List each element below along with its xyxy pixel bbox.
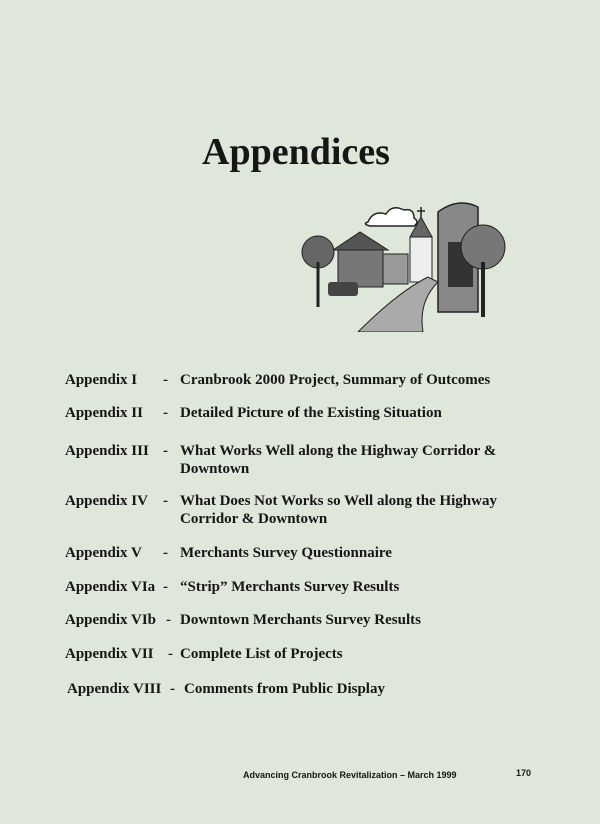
appendix-label: Appendix VII bbox=[65, 646, 154, 662]
appendix-label: Appendix VIa bbox=[65, 579, 156, 595]
separator-dash: - bbox=[163, 405, 168, 421]
appendix-title: Detailed Picture of the Existing Situation bbox=[180, 405, 442, 421]
separator-dash: - bbox=[168, 646, 173, 662]
appendix-label: Appendix IV bbox=[65, 493, 148, 509]
appendix-title: Merchants Survey Questionnaire bbox=[180, 545, 392, 561]
appendix-label: Appendix VIII bbox=[67, 681, 162, 697]
separator-dash: - bbox=[163, 372, 168, 388]
appendix-title: “Strip” Merchants Survey Results bbox=[180, 579, 400, 595]
town-street-illustration bbox=[298, 192, 508, 332]
separator-dash: - bbox=[163, 545, 168, 561]
page-number: 170 bbox=[516, 768, 532, 778]
appendix-label: Appendix III bbox=[65, 443, 149, 459]
appendix-label: Appendix VIb bbox=[65, 612, 157, 628]
separator-dash: - bbox=[163, 443, 168, 459]
appendix-title: Downtown Merchants Survey Results bbox=[180, 612, 421, 628]
footer-text: Advancing Cranbrook Revitalization – March 1999 bbox=[243, 770, 457, 780]
page-title: Appendices bbox=[202, 131, 390, 173]
appendix-label: Appendix V bbox=[65, 545, 142, 561]
separator-dash: - bbox=[170, 681, 175, 697]
separator-dash: - bbox=[166, 612, 171, 628]
appendix-title: Cranbrook 2000 Project, Summary of Outcomes bbox=[180, 372, 491, 388]
appendix-title: What Works Well along the Highway Corridor & Downtown bbox=[180, 443, 497, 477]
separator-dash: - bbox=[163, 579, 168, 595]
appendix-title: What Does Not Works so Well along the Highway Corridor & Downtown bbox=[180, 493, 497, 527]
separator-dash: - bbox=[163, 493, 168, 509]
appendix-title: Complete List of Projects bbox=[180, 646, 343, 662]
appendix-title: Comments from Public Display bbox=[184, 681, 385, 697]
appendix-label: Appendix I bbox=[65, 372, 138, 388]
appendix-label: Appendix II bbox=[65, 405, 143, 421]
